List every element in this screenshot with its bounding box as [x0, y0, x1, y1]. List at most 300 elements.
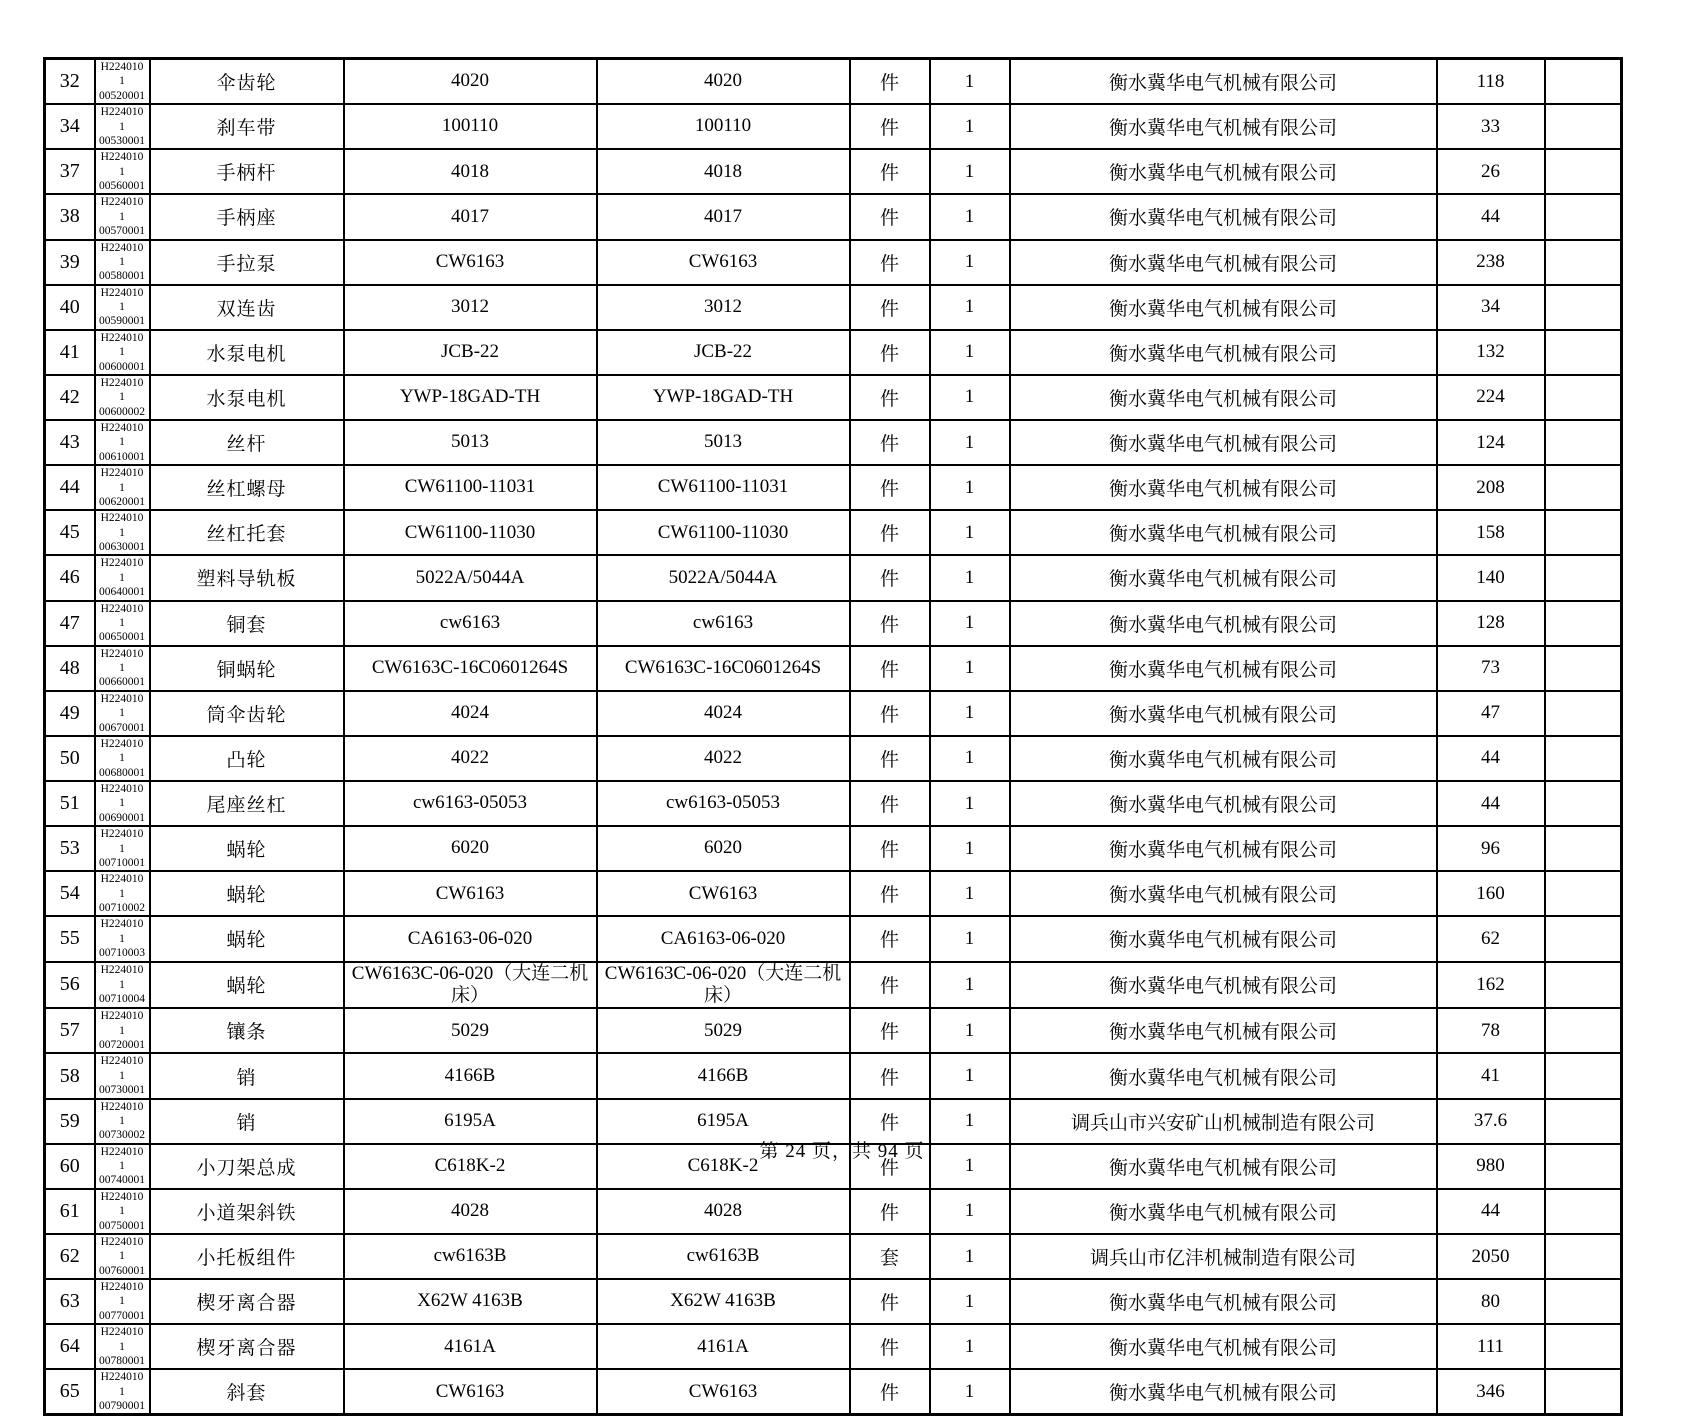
model-spec-2: 6195A [597, 1099, 850, 1144]
supplier-name: 衡水冀华电气机械有限公司 [1010, 1144, 1437, 1189]
model-spec-2: 4017 [597, 194, 850, 239]
part-name: 小托板组件 [150, 1234, 344, 1279]
model-spec-2: 4161A [597, 1324, 850, 1369]
table-row [45, 1369, 1622, 1415]
part-name: 尾座丝杠 [150, 781, 344, 826]
unit: 件 [850, 285, 930, 330]
item-code [95, 420, 150, 465]
model-spec-1: 5022A/5044A [344, 555, 597, 600]
row-number: 32 [45, 59, 95, 105]
unit: 件 [850, 1324, 930, 1369]
quantity: 1 [930, 240, 1010, 285]
model-spec-2: CA6163-06-020 [597, 916, 850, 961]
part-name: 刹车带 [150, 104, 344, 149]
table-row [45, 871, 1622, 916]
model-spec-1: CW6163C-06-020（大连二机床） [344, 962, 597, 1009]
price: 980 [1437, 1144, 1545, 1189]
supplier-name: 衡水冀华电气机械有限公司 [1010, 916, 1437, 961]
unit: 件 [850, 194, 930, 239]
row-number: 65 [45, 1369, 95, 1415]
price: 162 [1437, 962, 1545, 1009]
supplier-name: 衡水冀华电气机械有限公司 [1010, 194, 1437, 239]
item-code-line1: H2240101 [100, 1371, 144, 1398]
item-code [95, 375, 150, 420]
quantity: 1 [930, 59, 1010, 105]
supplier-name: 衡水冀华电气机械有限公司 [1010, 646, 1437, 691]
remark [1545, 194, 1622, 239]
remark [1545, 555, 1622, 600]
item-code-line1: H2240101 [100, 1190, 144, 1218]
model-spec-2: CW6163 [597, 871, 850, 916]
unit: 件 [850, 826, 930, 871]
item-code-line1: H2240101 [100, 602, 144, 629]
part-name: 丝杠螺母 [150, 465, 344, 510]
quantity: 1 [930, 1279, 1010, 1324]
item-code-line1: H2240101 [100, 467, 144, 494]
model-spec-1: 5029 [344, 1008, 597, 1053]
row-number: 63 [45, 1279, 95, 1324]
item-code [95, 1053, 150, 1098]
part-name: 丝杆 [150, 420, 344, 465]
item-code-line2: 00530001 [99, 134, 145, 147]
quantity: 1 [930, 465, 1010, 510]
item-code-line2: 00600002 [99, 405, 145, 418]
supplier-name: 衡水冀华电气机械有限公司 [1010, 104, 1437, 149]
supplier-name: 衡水冀华电气机械有限公司 [1010, 601, 1437, 646]
unit: 件 [850, 1369, 930, 1415]
price: 224 [1437, 375, 1545, 420]
item-code [95, 1234, 150, 1279]
unit: 件 [850, 1053, 930, 1098]
part-name: 双连齿 [150, 285, 344, 330]
item-code-line2: 00640001 [99, 586, 145, 599]
quantity: 1 [930, 149, 1010, 194]
unit: 件 [850, 646, 930, 691]
unit: 件 [850, 555, 930, 600]
row-number: 57 [45, 1008, 95, 1053]
remark [1545, 962, 1622, 1009]
remark [1545, 916, 1622, 961]
model-spec-2: 4024 [597, 691, 850, 736]
model-spec-2: CW61100-11031 [597, 465, 850, 510]
model-spec-1: cw6163B [344, 1234, 597, 1279]
row-number: 34 [45, 104, 95, 149]
price: 208 [1437, 465, 1545, 510]
model-spec-1: JCB-22 [344, 330, 597, 375]
remark [1545, 826, 1622, 871]
item-code-line1: H2240101 [100, 196, 144, 223]
table-row [45, 240, 1622, 285]
item-code [95, 781, 150, 826]
unit: 件 [850, 871, 930, 916]
price: 62 [1437, 916, 1545, 961]
item-code-line1: H2240101 [100, 692, 144, 720]
row-number: 62 [45, 1234, 95, 1279]
table-row [45, 420, 1622, 465]
remark [1545, 1053, 1622, 1098]
quantity: 1 [930, 1008, 1010, 1053]
item-code-line2: 00570001 [99, 225, 145, 238]
supplier-name: 衡水冀华电气机械有限公司 [1010, 736, 1437, 781]
price: 47 [1437, 691, 1545, 736]
table-row [45, 1189, 1622, 1234]
row-number: 37 [45, 149, 95, 194]
table-row [45, 194, 1622, 239]
quantity: 1 [930, 826, 1010, 871]
item-code-line2: 00720001 [99, 1039, 145, 1052]
item-code [95, 916, 150, 961]
part-name: 水泵电机 [150, 375, 344, 420]
unit: 件 [850, 240, 930, 285]
item-code-line1: H2240101 [100, 422, 144, 449]
item-code [95, 1189, 150, 1234]
unit: 件 [850, 330, 930, 375]
row-number: 40 [45, 285, 95, 330]
part-name: 蜗轮 [150, 826, 344, 871]
unit: 件 [850, 1144, 930, 1189]
table-row [45, 1053, 1622, 1098]
model-spec-1: CW6163 [344, 240, 597, 285]
model-spec-1: cw6163-05053 [344, 781, 597, 826]
remark [1545, 375, 1622, 420]
table-row [45, 375, 1622, 420]
model-spec-2: YWP-18GAD-TH [597, 375, 850, 420]
price: 44 [1437, 1189, 1545, 1234]
remark [1545, 1279, 1622, 1324]
supplier-name: 衡水冀华电气机械有限公司 [1010, 555, 1437, 600]
unit: 件 [850, 1279, 930, 1324]
quantity: 1 [930, 1144, 1010, 1189]
item-code-line1: H2240101 [100, 286, 144, 313]
supplier-name: 衡水冀华电气机械有限公司 [1010, 420, 1437, 465]
item-code [95, 240, 150, 285]
table-row [45, 1008, 1622, 1053]
part-name: 手柄座 [150, 194, 344, 239]
table-row [45, 826, 1622, 871]
model-spec-2: 5022A/5044A [597, 555, 850, 600]
item-code-line2: 00710002 [99, 902, 145, 914]
item-code [95, 826, 150, 871]
price: 118 [1437, 59, 1545, 105]
unit: 套 [850, 1234, 930, 1279]
model-spec-2: 4028 [597, 1189, 850, 1234]
parts-table [43, 57, 1623, 1416]
model-spec-1: C618K-2 [344, 1144, 597, 1189]
item-code-line1: H2240101 [100, 557, 144, 584]
row-number: 64 [45, 1324, 95, 1369]
part-name: 小刀架总成 [150, 1144, 344, 1189]
supplier-name: 衡水冀华电气机械有限公司 [1010, 240, 1437, 285]
row-number: 50 [45, 736, 95, 781]
item-code-line2: 00650001 [99, 631, 145, 644]
row-number: 60 [45, 1144, 95, 1189]
supplier-name: 衡水冀华电气机械有限公司 [1010, 510, 1437, 555]
price: 73 [1437, 646, 1545, 691]
unit: 件 [850, 1189, 930, 1234]
model-spec-1: CW6163 [344, 1369, 597, 1415]
part-name: 水泵电机 [150, 330, 344, 375]
quantity: 1 [930, 1234, 1010, 1279]
item-code [95, 871, 150, 916]
table-row [45, 330, 1622, 375]
model-spec-2: cw6163B [597, 1234, 850, 1279]
part-name: 手柄杆 [150, 149, 344, 194]
item-code-line2: 00770001 [99, 1309, 145, 1322]
remark [1545, 510, 1622, 555]
quantity: 1 [930, 375, 1010, 420]
quantity: 1 [930, 601, 1010, 646]
item-code [95, 104, 150, 149]
model-spec-1: CW6163 [344, 871, 597, 916]
item-code-line1: H2240101 [100, 873, 144, 900]
model-spec-1: 6020 [344, 826, 597, 871]
model-spec-1: 4024 [344, 691, 597, 736]
table-row [45, 285, 1622, 330]
price: 44 [1437, 194, 1545, 239]
remark [1545, 59, 1622, 105]
table-row [45, 1279, 1622, 1324]
price: 34 [1437, 285, 1545, 330]
item-code-line2: 00560001 [99, 180, 145, 192]
model-spec-1: 100110 [344, 104, 597, 149]
part-name: 楔牙离合器 [150, 1279, 344, 1324]
item-code [95, 736, 150, 781]
item-code-line1: H2240101 [100, 783, 144, 810]
unit: 件 [850, 1008, 930, 1053]
model-spec-1: 4166B [344, 1053, 597, 1098]
supplier-name: 衡水冀华电气机械有限公司 [1010, 1279, 1437, 1324]
remark [1545, 1008, 1622, 1053]
row-number: 38 [45, 194, 95, 239]
row-number: 41 [45, 330, 95, 375]
item-code-line2: 00780001 [99, 1354, 145, 1367]
part-name: 筒伞齿轮 [150, 691, 344, 736]
part-name: 伞齿轮 [150, 59, 344, 105]
quantity: 1 [930, 916, 1010, 961]
item-code-line1: H2240101 [100, 331, 144, 359]
remark [1545, 330, 1622, 375]
item-code [95, 1008, 150, 1053]
quantity: 1 [930, 330, 1010, 375]
supplier-name: 衡水冀华电气机械有限公司 [1010, 330, 1437, 375]
model-spec-2: CW6163 [597, 1369, 850, 1415]
part-name: 蜗轮 [150, 916, 344, 961]
table-row [45, 601, 1622, 646]
part-name: 蜗轮 [150, 871, 344, 916]
row-number: 44 [45, 465, 95, 510]
model-spec-1: CA6163-06-020 [344, 916, 597, 961]
price: 41 [1437, 1053, 1545, 1098]
remark [1545, 871, 1622, 916]
item-code [95, 1369, 150, 1415]
supplier-name: 衡水冀华电气机械有限公司 [1010, 691, 1437, 736]
item-code [95, 691, 150, 736]
quantity: 1 [930, 962, 1010, 1009]
quantity: 1 [930, 1099, 1010, 1144]
quantity: 1 [930, 510, 1010, 555]
item-code [95, 59, 150, 105]
item-code-line2: 00660001 [99, 676, 145, 689]
unit: 件 [850, 962, 930, 1009]
table-row [45, 736, 1622, 781]
item-code-line2: 00740001 [99, 1174, 145, 1187]
quantity: 1 [930, 555, 1010, 600]
table-row [45, 510, 1622, 555]
supplier-name: 调兵山市亿沣机械制造有限公司 [1010, 1234, 1437, 1279]
model-spec-2: 6020 [597, 826, 850, 871]
model-spec-2: 3012 [597, 285, 850, 330]
item-code [95, 510, 150, 555]
item-code-line2: 00760001 [99, 1264, 145, 1277]
item-code-line1: H2240101 [100, 1281, 144, 1308]
model-spec-1: cw6163 [344, 601, 597, 646]
table-row [45, 104, 1622, 149]
model-spec-1: 3012 [344, 285, 597, 330]
quantity: 1 [930, 871, 1010, 916]
unit: 件 [850, 104, 930, 149]
row-number: 42 [45, 375, 95, 420]
quantity: 1 [930, 691, 1010, 736]
table-row [45, 59, 1622, 105]
supplier-name: 衡水冀华电气机械有限公司 [1010, 962, 1437, 1009]
price: 37.6 [1437, 1099, 1545, 1144]
item-code-line2: 00670001 [99, 721, 145, 734]
table-row [45, 1234, 1622, 1279]
row-number: 51 [45, 781, 95, 826]
item-code [95, 555, 150, 600]
part-name: 蜗轮 [150, 962, 344, 1009]
model-spec-2: X62W 4163B [597, 1279, 850, 1324]
quantity: 1 [930, 1053, 1010, 1098]
quantity: 1 [930, 646, 1010, 691]
item-code [95, 601, 150, 646]
supplier-name: 衡水冀华电气机械有限公司 [1010, 1324, 1437, 1369]
price: 44 [1437, 736, 1545, 781]
remark [1545, 691, 1622, 736]
remark [1545, 465, 1622, 510]
remark [1545, 104, 1622, 149]
remark [1545, 736, 1622, 781]
unit: 件 [850, 1099, 930, 1144]
remark [1545, 149, 1622, 194]
supplier-name: 衡水冀华电气机械有限公司 [1010, 1369, 1437, 1415]
model-spec-2: 100110 [597, 104, 850, 149]
item-code-line1: H2240101 [100, 1235, 144, 1263]
item-code-line1: H2240101 [100, 647, 144, 674]
item-code-line1: H2240101 [100, 151, 144, 178]
supplier-name: 衡水冀华电气机械有限公司 [1010, 871, 1437, 916]
remark [1545, 1189, 1622, 1234]
model-spec-1: CW61100-11031 [344, 465, 597, 510]
part-name: 镶条 [150, 1008, 344, 1053]
model-spec-1: 4161A [344, 1324, 597, 1369]
price: 132 [1437, 330, 1545, 375]
model-spec-1: X62W 4163B [344, 1279, 597, 1324]
table-row [45, 555, 1622, 600]
price: 124 [1437, 420, 1545, 465]
price: 160 [1437, 871, 1545, 916]
supplier-name: 衡水冀华电气机械有限公司 [1010, 465, 1437, 510]
part-name: 铜蜗轮 [150, 646, 344, 691]
item-code-line2: 00730002 [99, 1129, 145, 1142]
supplier-name: 调兵山市兴安矿山机械制造有限公司 [1010, 1099, 1437, 1144]
supplier-name: 衡水冀华电气机械有限公司 [1010, 1053, 1437, 1098]
price: 111 [1437, 1324, 1545, 1369]
part-name: 丝杠托套 [150, 510, 344, 555]
model-spec-1: 4020 [344, 59, 597, 105]
part-name: 手拉泵 [150, 240, 344, 285]
unit: 件 [850, 736, 930, 781]
price: 78 [1437, 1008, 1545, 1053]
quantity: 1 [930, 420, 1010, 465]
item-code [95, 194, 150, 239]
supplier-name: 衡水冀华电气机械有限公司 [1010, 149, 1437, 194]
unit: 件 [850, 916, 930, 961]
table-row [45, 781, 1622, 826]
quantity: 1 [930, 194, 1010, 239]
price: 96 [1437, 826, 1545, 871]
row-number: 58 [45, 1053, 95, 1098]
price: 158 [1437, 510, 1545, 555]
row-number: 56 [45, 962, 95, 1009]
supplier-name: 衡水冀华电气机械有限公司 [1010, 1008, 1437, 1053]
item-code-line1: H2240101 [100, 737, 144, 765]
price: 346 [1437, 1369, 1545, 1415]
price: 33 [1437, 104, 1545, 149]
table-row [45, 646, 1622, 691]
price: 140 [1437, 555, 1545, 600]
item-code-line1: H2240101 [100, 1145, 144, 1173]
table-row [45, 962, 1622, 1009]
parts-table-body [45, 59, 1622, 1415]
unit: 件 [850, 510, 930, 555]
model-spec-2: JCB-22 [597, 330, 850, 375]
model-spec-2: cw6163 [597, 601, 850, 646]
item-code-line2: 00730001 [99, 1084, 145, 1097]
remark [1545, 1234, 1622, 1279]
supplier-name: 衡水冀华电气机械有限公司 [1010, 826, 1437, 871]
item-code-line1: H2240101 [100, 512, 144, 539]
model-spec-1: CW61100-11030 [344, 510, 597, 555]
supplier-name: 衡水冀华电气机械有限公司 [1010, 285, 1437, 330]
row-number: 48 [45, 646, 95, 691]
price: 238 [1437, 240, 1545, 285]
model-spec-2: CW6163C-16C0601264S [597, 646, 850, 691]
part-name: 铜套 [150, 601, 344, 646]
remark [1545, 646, 1622, 691]
item-code-line2: 00610001 [99, 450, 145, 463]
remark [1545, 1369, 1622, 1415]
remark [1545, 781, 1622, 826]
model-spec-1: 4028 [344, 1189, 597, 1234]
item-code-line1: H2240101 [100, 1010, 144, 1037]
remark [1545, 601, 1622, 646]
item-code-line2: 00630001 [99, 541, 145, 553]
supplier-name: 衡水冀华电气机械有限公司 [1010, 781, 1437, 826]
row-number: 45 [45, 510, 95, 555]
item-code-line1: H2240101 [100, 918, 144, 945]
model-spec-1: 5013 [344, 420, 597, 465]
model-spec-2: CW6163 [597, 240, 850, 285]
item-code [95, 149, 150, 194]
item-code-line1: H2240101 [100, 376, 144, 404]
table-row [45, 465, 1622, 510]
item-code-line2: 00710001 [99, 856, 145, 869]
model-spec-2: 5013 [597, 420, 850, 465]
item-code-line1: H2240101 [100, 61, 144, 88]
item-code-line1: H2240101 [100, 828, 144, 855]
quantity: 1 [930, 1189, 1010, 1234]
